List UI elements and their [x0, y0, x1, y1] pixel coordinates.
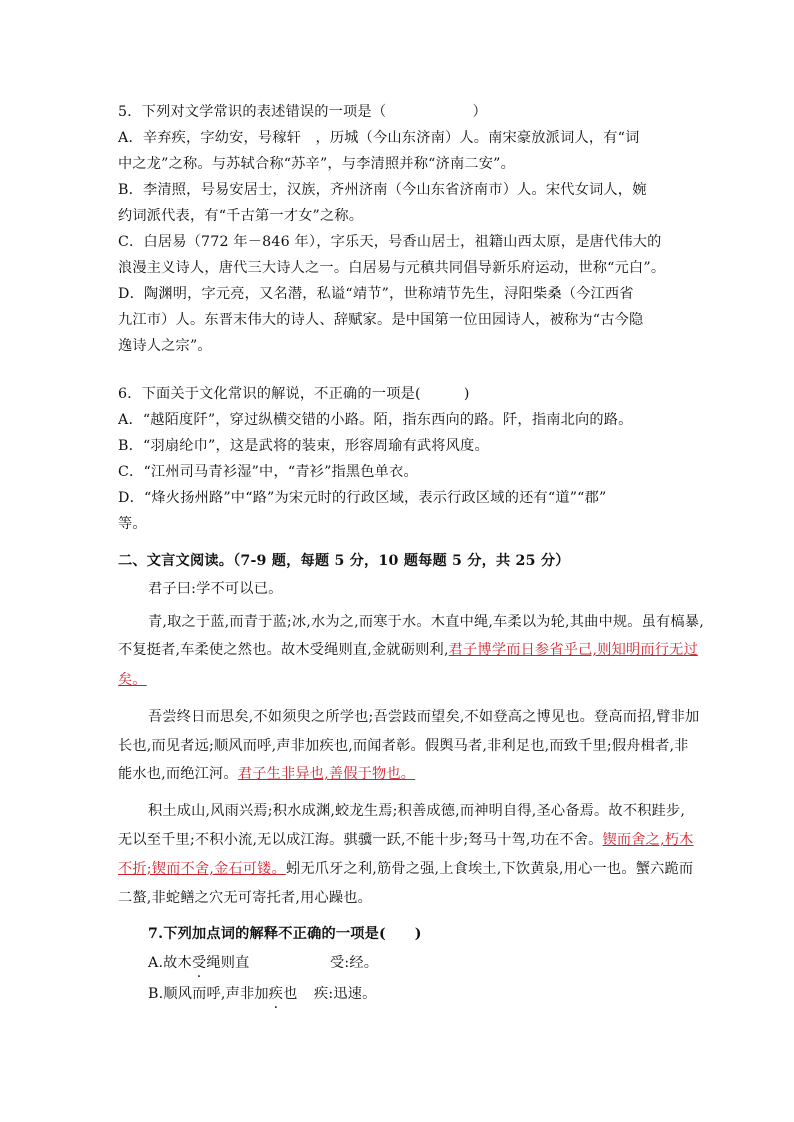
- option-text: A.故木: [148, 955, 192, 971]
- section-heading: 二、文言文阅读。（7-9 题，每题 5 分，10 题每题 5 分，共 25 分）: [118, 553, 570, 569]
- passage-text: 无以至千里;不积小流,无以成江海。骐骥一跃,不能十步;驽马十驾,功在不舍。: [118, 832, 603, 848]
- q6-stem: 6．下面关于文化常识的解说，不正确的一项是( ): [118, 386, 470, 402]
- passage-p3-line3: [118, 764, 415, 784]
- dotted-word: 疾: [268, 986, 284, 1002]
- passage-p3-line2: 长也,而见者远;顺风而呼,声非加疾也,而闻者彰。假舆马者,非利足也,而致千里;假舟楫者,非: [118, 738, 689, 754]
- q5-option-d-line3: 逸诗人之宗”。: [118, 338, 212, 354]
- q5-option-d-line2: 九江市）人。东晋末伟大的诗人、辞赋家。是中国第一位田园诗人，被称为“古今隐: [118, 312, 644, 328]
- option-text: 也: [283, 986, 298, 1002]
- q7-stem: 7.下列加点词的解释不正确的一项是( ): [148, 926, 422, 942]
- dotted-word: 受: [191, 955, 207, 971]
- q7-option-a-answer: 受:经。: [330, 955, 379, 971]
- highlighted-sentence: 君子生非异也,善假于物也。: [237, 766, 416, 782]
- passage-p4-line2: [118, 830, 694, 850]
- q6-option-b: B．“羽扇纶巾”，这是武将的装束，形容周瑜有武将风度。: [118, 438, 489, 454]
- passage-p4-line1: 积土成山,风雨兴焉;积水成渊,蛟龙生焉;积善成德,而神明自得,圣心备焉。故不积跬步,: [148, 803, 686, 819]
- passage-p2-line1: 青,取之于蓝,而青于蓝;冰,水为之,而寒于水。木直中绳,车柔以为轮,其曲中规。虽有槁暴,: [148, 614, 704, 630]
- q6-option-a: A．“越陌度阡”，穿过纵横交错的小路。陌，指东西向的路。阡，指南北向的路。: [118, 412, 633, 428]
- passage-p4-line3: [118, 859, 693, 879]
- q5-option-a-line2: 中之龙”之称。与苏轼合称“苏辛”，与李清照并称“济南二安”。: [118, 156, 515, 172]
- highlighted-sentence: 矣。: [118, 672, 147, 688]
- q6-option-c: C．“江州司马青衫湿”中，“青衫”指黑色单衣。: [118, 464, 418, 480]
- highlighted-sentence: 不折;锲而不舍,金石可镂。: [118, 861, 286, 877]
- passage-p1: 君子曰:学不可以已。: [148, 581, 283, 597]
- q6-option-d-line2: 等。: [118, 516, 147, 532]
- passage-text: 能水也,而绝江河。: [118, 766, 238, 782]
- highlighted-sentence: 锲而舍之,朽木: [602, 832, 694, 848]
- passage-p2-line2: [118, 640, 698, 660]
- passage-p2-line3: [118, 670, 147, 690]
- passage-text: 不复挺者,车柔使之然也。故木受绳则直,金就砺则利,: [118, 642, 449, 658]
- option-text: B.顺风而呼,声非加: [148, 986, 269, 1002]
- q5-option-a-line1: A．辛弃疾，字幼安，号稼轩 ，历城（今山东济南）人。南宋豪放派词人，有“词: [118, 130, 640, 146]
- q7-option-a: [148, 953, 250, 973]
- q5-option-c-line2: 浪漫主义诗人，唐代三大诗人之一。白居易与元稹共同倡导新乐府运动，世称“元白”。: [118, 260, 666, 276]
- passage-p4-line4: 二螯,非蛇鳝之穴无可寄托者,用心躁也。: [118, 890, 373, 906]
- q5-option-d-line1: D．陶渊明，字元亮，又名潜，私谥“靖节”，世称靖节先生，浔阳柴桑（今江西省: [118, 286, 634, 302]
- passage-text: 蚓无爪牙之利,筋骨之强,上食埃土,下饮黄泉,用心一也。蟹六跪而: [285, 861, 694, 877]
- q5-option-b-line1: B．李清照，号易安居士，汉族，齐州济南（今山东省济南市）人。宋代女词人，婉: [118, 182, 647, 198]
- q7-option-b-answer: 疾:迅速。: [314, 986, 377, 1002]
- option-text: 绳则直: [206, 955, 250, 971]
- highlighted-sentence: 君子博学而日参省乎己,则知明而行无过: [448, 642, 698, 658]
- q6-option-d-line1: D．“烽火扬州路”中“路”为宋元时的行政区域，表示行政区域的还有“道”“郡”: [118, 490, 607, 506]
- q5-option-c-line1: C．白居易（772 年－846 年），字乐天，号香山居士，祖籍山西太原，是唐代伟大的: [118, 234, 662, 250]
- q5-stem: 5．下列对文学常识的表述错误的一项是（ ）: [118, 104, 487, 120]
- q5-option-b-line2: 约词派代表，有“千古第一才女”之称。: [118, 208, 364, 224]
- q7-option-b: [148, 984, 298, 1004]
- passage-p3-line1: 吾尝终日而思矣,不如须臾之所学也;吾尝跂而望矣,不如登高之博见也。登高而招,臂非加: [148, 709, 700, 725]
